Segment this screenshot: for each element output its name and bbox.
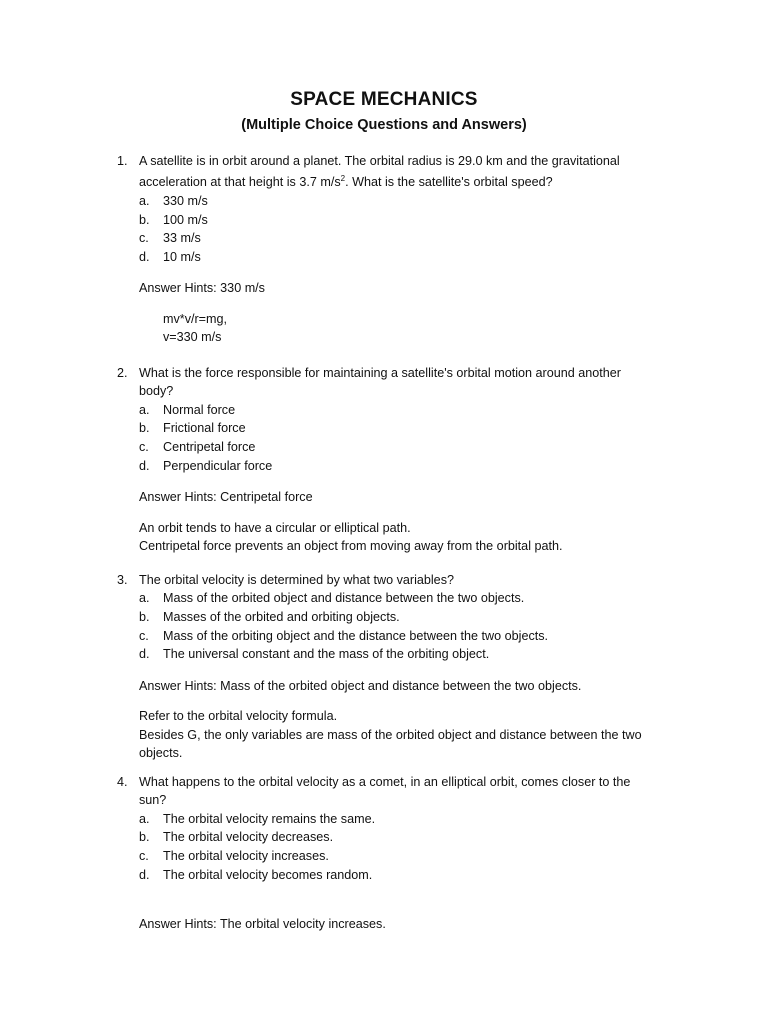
option-text: Perpendicular force bbox=[163, 458, 273, 473]
option-letter: a. bbox=[139, 811, 150, 826]
option-letter: d. bbox=[139, 867, 150, 882]
option-d bbox=[139, 645, 677, 664]
option-text: The universal constant and the mass of the orbiting object. bbox=[163, 647, 490, 662]
question-stem bbox=[139, 364, 677, 401]
question-number: 3. bbox=[117, 573, 128, 587]
explanation-line: objects. bbox=[139, 746, 183, 760]
option-text: The orbital velocity decreases. bbox=[163, 830, 334, 845]
explanation-line: mv*v/r=mg, bbox=[163, 311, 228, 326]
option-c bbox=[139, 847, 677, 866]
question-number: 1. bbox=[117, 154, 128, 168]
question-number: 2. bbox=[117, 366, 128, 380]
option-b bbox=[139, 419, 677, 438]
option-b bbox=[139, 828, 677, 847]
explanation bbox=[139, 519, 677, 556]
option-text: 100 m/s bbox=[163, 212, 208, 227]
option-text: The orbital velocity becomes random. bbox=[163, 867, 373, 882]
option-letter: c. bbox=[139, 849, 149, 863]
option-text: 330 m/s bbox=[163, 194, 208, 208]
option-text: 33 m/s bbox=[163, 231, 201, 246]
question-3 bbox=[117, 571, 677, 762]
question-2 bbox=[117, 364, 677, 555]
option-letter: c. bbox=[139, 628, 149, 643]
option-letter: a. bbox=[139, 591, 150, 606]
option-c bbox=[139, 627, 677, 646]
question-stem bbox=[139, 571, 677, 589]
stem-line: The orbital velocity is determined by what two variables? bbox=[139, 573, 454, 587]
explanation bbox=[163, 310, 677, 347]
explanation-line: Centripetal force prevents an object from moving away from the orbital path. bbox=[139, 539, 563, 553]
question-1 bbox=[117, 152, 677, 347]
superscript: 2 bbox=[340, 174, 346, 184]
option-d bbox=[139, 248, 677, 267]
stem-line bbox=[139, 170, 677, 192]
option-letter: a. bbox=[139, 194, 150, 208]
answer-hint: Answer Hints: The orbital velocity increases. bbox=[139, 917, 386, 932]
option-letter: c. bbox=[139, 231, 149, 246]
options-list bbox=[139, 192, 677, 266]
option-text: 10 m/s bbox=[163, 249, 201, 264]
explanation-line: Refer to the orbital velocity formula. bbox=[139, 709, 338, 724]
option-letter: b. bbox=[139, 830, 150, 845]
option-letter: b. bbox=[139, 421, 150, 436]
option-text: Normal force bbox=[163, 402, 236, 417]
option-d bbox=[139, 866, 677, 885]
stem-line: sun? bbox=[139, 793, 167, 808]
option-a bbox=[139, 589, 677, 608]
option-letter: c. bbox=[139, 440, 149, 454]
option-letter: d. bbox=[139, 458, 150, 473]
option-b bbox=[139, 211, 677, 230]
question-stem bbox=[139, 773, 677, 810]
option-text: Masses of the orbited and orbiting objects. bbox=[163, 610, 400, 624]
stem-text: . What is the satellite's orbital speed? bbox=[345, 175, 553, 190]
explanation-line: An orbit tends to have a circular or elliptical path. bbox=[139, 520, 411, 535]
option-d bbox=[139, 457, 677, 476]
question-stem bbox=[139, 152, 677, 192]
options-list bbox=[139, 810, 677, 884]
stem-line: What is the force responsible for maintaining a satellite's orbital motion around another bbox=[139, 366, 621, 380]
explanation-line: v=330 m/s bbox=[163, 330, 222, 345]
explanation-line: Besides G, the only variables are mass of the orbited object and distance between the two bbox=[139, 727, 642, 742]
document-title: SPACE MECHANICS bbox=[290, 89, 478, 110]
options-list bbox=[139, 401, 677, 475]
answer-hint: Answer Hints: Centripetal force bbox=[139, 490, 313, 505]
option-a bbox=[139, 192, 677, 211]
option-letter: d. bbox=[139, 647, 150, 662]
answer-hint: Answer Hints: 330 m/s bbox=[139, 281, 265, 296]
option-letter: b. bbox=[139, 610, 150, 624]
option-text: Centripetal force bbox=[163, 440, 256, 454]
document-subtitle: (Multiple Choice Questions and Answers) bbox=[241, 117, 527, 133]
option-letter: a. bbox=[139, 402, 150, 417]
question-4 bbox=[117, 773, 677, 934]
stem-text: acceleration at that height is 3.7 m/s bbox=[139, 175, 341, 190]
option-b bbox=[139, 608, 677, 627]
option-c bbox=[139, 438, 677, 457]
options-list bbox=[139, 589, 677, 663]
stem-line: What happens to the orbital velocity as a comet, in an elliptical orbit, comes closer to the bbox=[139, 775, 631, 789]
question-number: 4. bbox=[117, 775, 128, 789]
answer-hint: Answer Hints: Mass of the orbited object and distance between the two objects. bbox=[139, 678, 582, 693]
option-text: Frictional force bbox=[163, 421, 246, 436]
option-letter: b. bbox=[139, 212, 150, 227]
option-a bbox=[139, 810, 677, 829]
option-text: The orbital velocity remains the same. bbox=[163, 811, 376, 826]
option-c bbox=[139, 229, 677, 248]
option-text: Mass of the orbited object and distance between the two objects. bbox=[163, 591, 525, 606]
stem-line: body? bbox=[139, 384, 174, 399]
explanation bbox=[139, 707, 677, 762]
option-text: The orbital velocity increases. bbox=[163, 849, 329, 863]
option-letter: d. bbox=[139, 249, 150, 264]
option-text: Mass of the orbiting object and the distance between the two objects. bbox=[163, 628, 549, 643]
option-a bbox=[139, 401, 677, 420]
stem-line: A satellite is in orbit around a planet. The orbital radius is 29.0 km and the gravitational bbox=[139, 154, 620, 168]
